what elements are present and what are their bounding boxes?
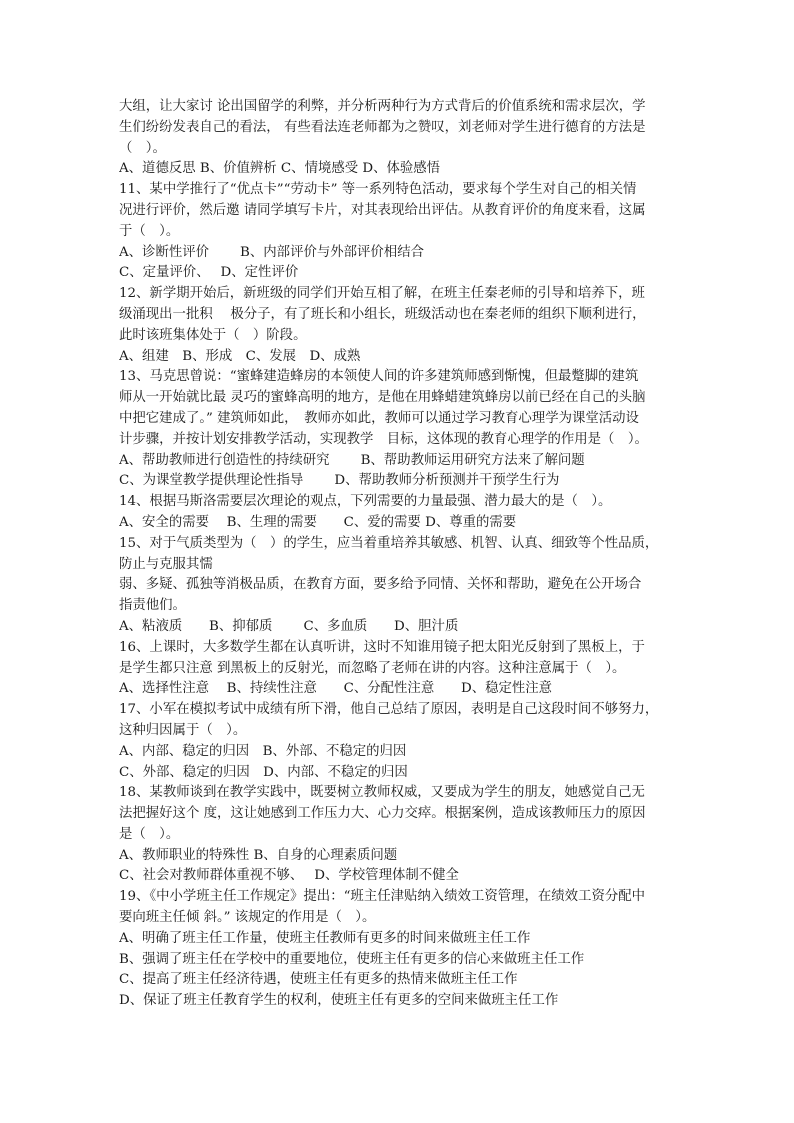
text-line: 大组，让大家讨 论出国留学的利弊，并分析两种行为方式背后的价值系统和需求层次，学 — [119, 99, 646, 114]
text-line: 师从一开始就比最 灵巧的蜜蜂高明的地方，是他在用蜂蜡建筑蜂房以前已经在自己的头脑 — [119, 390, 646, 406]
answer-options: A、安全的需要 B、生理的需要 C、爱的需要 D、尊重的需要 — [119, 514, 517, 530]
question-15: 15、对于气质类型为（ ）的学生，应当着重培养其敏感、机智、认真、细致等个性品质， — [119, 535, 659, 551]
text-line: 指责他们。 — [119, 598, 186, 614]
text-line: （ ）。 — [119, 140, 166, 156]
answer-option-b: B、强调了班主任在学校中的重要地位，使班主任有更多的信心来做班主任工作 — [119, 951, 585, 967]
text-line: 于（ ）。 — [119, 223, 180, 239]
answer-options: A、组建 B、形成 C、发展 D、成熟 — [119, 348, 361, 364]
answer-options: C、外部、稳定的归因 D、内部、不稳定的归因 — [119, 764, 408, 780]
text-line: 中把它建成了。” 建筑师如此， 教师亦如此，教师可以通过学习教育心理学为课堂活动设 — [119, 410, 639, 426]
answer-option-a: A、明确了班主任工作量，使班主任教师有更多的时间来做班主任工作 — [119, 930, 531, 946]
text-line: 生们纷纷发表自己的看法， 有些看法连老师都为之赞叹，刘老师对学生进行德育的方法是 — [119, 119, 646, 135]
answer-options: A、粘液质 B、抑郁质 C、多血质 D、胆汁质 — [119, 618, 459, 634]
question-11: 11、某中学推行了“优点卡”“劳动卡” 等一系列特色活动，要求每个学生对自己的相关情 — [119, 182, 637, 198]
text-line: 是（ ）。 — [119, 826, 180, 842]
text-line: 计步骤，并按计划安排教学活动，实现教学 目标，这体现的教育心理学的作用是（ ）。 — [119, 431, 648, 447]
question-17: 17、小军在模拟考试中成绩有所下滑，他自己总结了原因，表明是自己这段时间不够努力， — [119, 702, 659, 718]
question-19: 19、《中小学班主任工作规定》提出：“班主任津贴纳入绩效工资管理，在绩效工资分配中 — [119, 889, 646, 905]
question-14: 14、根据马斯洛需要层次理论的观点，下列需要的力量最强、潜力最大的是（ ）。 — [119, 494, 612, 510]
answer-options: C、定量评价、 D、定性评价 — [119, 265, 299, 281]
question-16: 16、上课时，大多数学生都在认真听讲，这时不知谁用镜子把太阳光反射到了黑板上，于 — [119, 639, 645, 655]
text-line: 弱、多疑、孤独等消极品质，在教育方面，要多给予同情、关怀和帮助，避免在公开场合 — [119, 577, 642, 593]
text-line: 是学生都只注意 到黑板上的反射光，而忽略了老师在讲的内容。这种注意属于（ ）。 — [119, 660, 626, 676]
answer-options: A、帮助教师进行创造性的持续研究 B、帮助教师运用研究方法来了解问题 — [119, 452, 585, 468]
answer-options: A、教师职业的特殊性 B、自身的心理素质问题 — [119, 847, 398, 863]
answer-options: A、选择性注意 B、持续性注意 C、分配性注意 D、稳定性注意 — [119, 681, 553, 697]
text-line: 要向班主任倾 斜。” 该规定的作用是（ ）。 — [119, 910, 376, 926]
text-line: 法把握好这个 度，这让她感到工作压力大、心力交瘁。根据案例，造成该教师压力的原因 — [119, 806, 646, 822]
question-13: 13、马克思曾说：“蜜蜂建造蜂房的本领使人间的许多建筑师感到惭愧，但最蹩脚的建筑 — [119, 369, 639, 385]
answer-options: A、内部、稳定的归因 B、外部、不稳定的归因 — [119, 743, 407, 759]
text-line: 况进行评价，然后邀 请同学填写卡片，对其表现给出评估。从教育评价的角度来看，这属 — [119, 202, 646, 218]
text-line: 此时该班集体处于（ ）阶段。 — [119, 327, 307, 343]
answer-options: A、诊断性评价 B、内部评价与外部评价相结合 — [119, 244, 424, 260]
question-12: 12、新学期开始后，新班级的同学们开始互相了解，在班主任秦老师的引导和培养下，班 — [119, 286, 645, 302]
text-line: 级涌现出一批积 极分子，有了班长和小组长，班级活动也在秦老师的组织下顺利进行， — [119, 306, 646, 322]
answer-options: C、社会对教师群体重视不够、 D、学校管理体制不健全 — [119, 868, 459, 884]
text-line: 防止与克服其懦 — [119, 556, 213, 572]
text-line: 这种归因属于（ ）。 — [119, 722, 247, 738]
answer-options: C、为课堂教学提供理论性指导 D、帮助教师分析预测并干预学生行为 — [119, 473, 560, 489]
question-18: 18、某教师谈到在教学实践中，既要树立教师权威，又要成为学生的朋友，她感觉自己无 — [119, 785, 645, 801]
answer-option-d: D、保证了班主任教育学生的权利，使班主任有更多的空间来做班主任工作 — [119, 993, 559, 1009]
answer-option-c: C、提高了班主任经济待遇，使班主任有更多的热情来做班主任工作 — [119, 972, 518, 988]
answer-options: A、道德反思 B、价值辨析 C、情境感受 D、体验感悟 — [119, 161, 441, 177]
